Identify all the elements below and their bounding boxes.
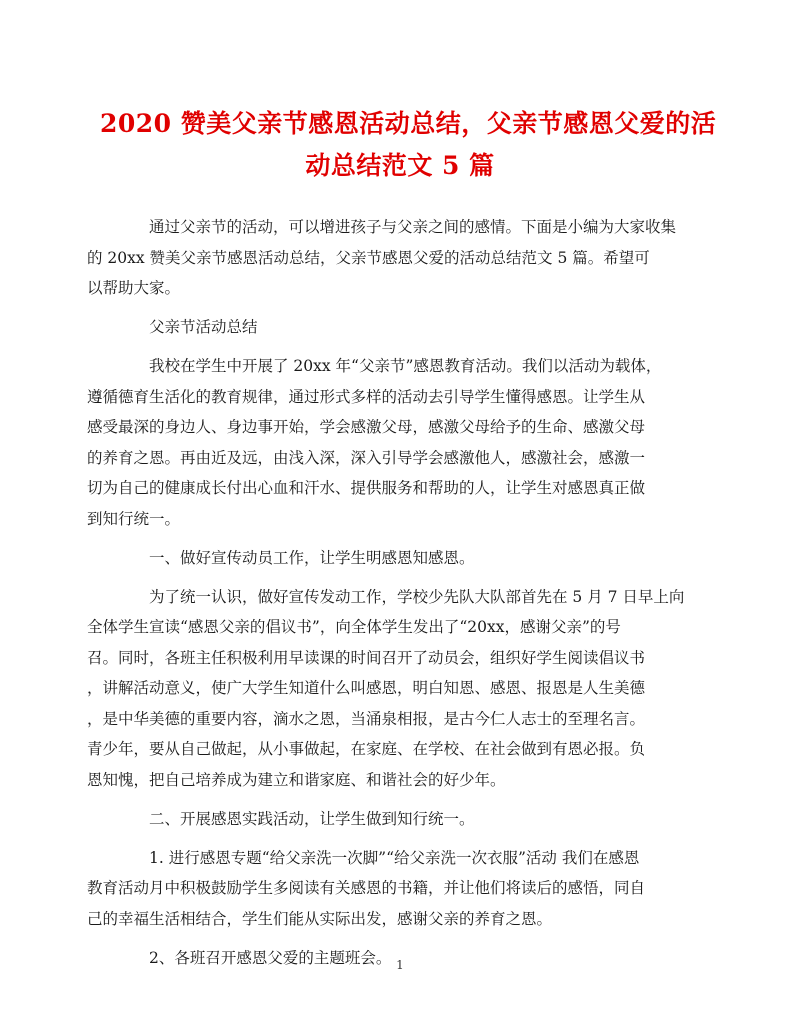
page-number: 1 xyxy=(396,958,404,972)
text-line: 青少年，要从自己做起，从小事做起，在家庭、在学校、在社会做到有恩必报。负 xyxy=(87,740,646,758)
text-line: ，讲解活动意义，使广大学生知道什么叫感恩，明白知恩、感恩、报恩是人生美德 xyxy=(87,679,646,697)
text-line: 父亲节活动总结 xyxy=(149,318,258,336)
title-line: 动总结范文 5 篇 xyxy=(305,151,495,180)
text-line: 一、做好宣传动员工作，让学生明感恩知感恩。 xyxy=(149,548,475,567)
text-line: 以帮助大家。 xyxy=(87,279,181,297)
text-line: 感受最深的身边人、身边事开始，学会感激父母，感激父母给予的生命、感激父母 xyxy=(87,418,646,436)
text-line: 己的幸福生活相结合，学生们能从实际出发，感谢父亲的养育之恩。 xyxy=(87,909,553,928)
document-body xyxy=(87,212,685,982)
text-line: 二、开展感恩实践活动，让学生做到知行统一。 xyxy=(149,809,475,828)
intro-paragraph xyxy=(87,212,684,304)
text-line: 1. 进行感恩专题“给父亲洗一次脚”“给父亲洗一次衣服”活动 我们在感恩 xyxy=(149,848,640,867)
body-paragraph xyxy=(87,582,685,796)
subsection-heading xyxy=(118,543,684,574)
title-line: 2020 赞美父亲节感恩活动总结，父亲节感恩父爱的活 xyxy=(100,109,717,138)
text-line: 2、各班召开感恩父爱的主题班会。 xyxy=(149,948,392,967)
text-line: 为了统一认识，做好宣传发动工作，学校少先队大队部首先在 5 月 7 日早上向 xyxy=(149,587,685,606)
text-line: 教育活动月中积极鼓励学生多阅读有关感恩的书籍，并让他们将读后的感悟，同自 xyxy=(87,879,646,897)
text-line: 通过父亲节的活动，可以增进孩子与父亲之间的感情。下面是小编为大家收集 xyxy=(149,218,677,236)
text-line: 我校在学生中开展了 20xx 年“父亲节”感恩教育活动。我们以活动为载体， xyxy=(149,357,662,375)
body-paragraph xyxy=(87,843,684,935)
text-line: 的 20xx 赞美父亲节感恩活动总结，父亲节感恩父爱的活动总结范文 5 篇。希望可 xyxy=(87,248,650,267)
text-line: 的养育之恩。再由近及远，由浅入深，深入引导学会感激他人，感激社会，感激一 xyxy=(87,448,646,467)
document-title xyxy=(100,103,717,187)
text-line: 切为自己的健康成长付出心血和汗水、提供服务和帮助的人，让学生对感恩真正做 xyxy=(87,479,646,497)
text-line: ，是中华美德的重要内容，滴水之恩，当涌泉相报，是古今仁人志士的至理名言。 xyxy=(87,709,646,728)
text-line: 恩知愧，把自己培养成为建立和谐家庭、和谐社会的好少年。 xyxy=(87,770,506,789)
section-heading xyxy=(118,312,684,343)
text-line: 召。同时，各班主任积极利用早读课的时间召开了动员会，组织好学生阅读倡议书 xyxy=(87,648,646,667)
subsection-heading xyxy=(118,804,684,835)
body-paragraph xyxy=(87,351,684,534)
text-line: 到知行统一。 xyxy=(87,509,181,528)
text-line: 遵循德育生活化的教育规律，通过形式多样的活动去引导学生懂得感恩。让学生从 xyxy=(87,387,646,406)
text-line: 全体学生宣读“感恩父亲的倡议书”，向全体学生发出了“20xx，感谢父亲”的号 xyxy=(87,618,621,636)
